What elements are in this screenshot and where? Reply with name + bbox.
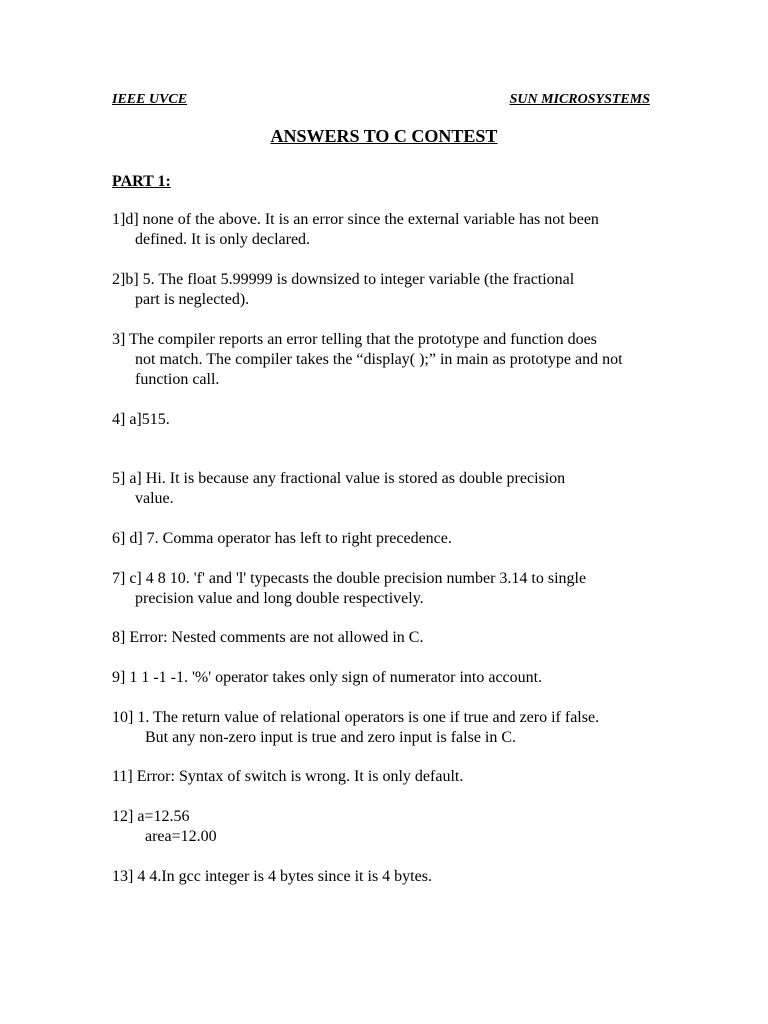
answer-continuation: defined. It is only declared.: [135, 231, 311, 248]
answer-continuation: part is neglected).: [135, 291, 250, 308]
answer-continuation: But any non-zero input is true and zero input is false in C.: [145, 729, 517, 746]
answer-item: [112, 569, 657, 609]
answer-item: [112, 867, 657, 887]
answer-text: 12] a=12.56: [112, 808, 190, 825]
answer-continuation: area=12.00: [145, 828, 217, 845]
answer-text: 13] 4 4.In gcc integer is 4 bytes since it is 4 bytes.: [112, 868, 432, 885]
answer-item: [112, 469, 657, 509]
answer-continuation: precision value and long double respectively.: [135, 590, 424, 607]
answer-text: 1]d] none of the above. It is an error since the external variable has not been: [112, 211, 599, 228]
answer-text: 11] Error: Syntax of switch is wrong. It is only default.: [112, 768, 464, 785]
answer-text: 4] a]515.: [112, 411, 170, 428]
answer-item: [112, 668, 657, 688]
answer-text: 7] c] 4 8 10. 'f' and 'l' typecasts the double precision number 3.14 to single: [112, 570, 587, 587]
answer-continuation: value.: [135, 490, 174, 507]
answer-item: [112, 210, 657, 250]
answer-text: 5] a] Hi. It is because any fractional value is stored as double precision: [112, 470, 566, 487]
document-title: ANSWERS TO C CONTEST: [270, 126, 498, 146]
answer-item: [112, 628, 657, 648]
answer-text: 3] The compiler reports an error telling that the prototype and function does: [112, 331, 597, 348]
header-left: IEEE UVCE: [112, 92, 188, 107]
answer-text: 9] 1 1 -1 -1. '%' operator takes only sign of numerator into account.: [112, 669, 543, 686]
answer-item: [112, 410, 657, 430]
answer-item: [112, 270, 657, 310]
answer-text: 6] d] 7. Comma operator has left to right precedence.: [112, 530, 452, 547]
part-heading: PART 1:: [112, 173, 171, 190]
answer-text: 10] 1. The return value of relational operators is one if true and zero if false.: [112, 709, 600, 726]
answer-continuation: not match. The compiler takes the “display( );” in main as prototype and not function call.: [135, 351, 623, 388]
answer-text: 8] Error: Nested comments are not allowed in C.: [112, 629, 424, 646]
answer-item: [112, 767, 657, 787]
answer-text: 2]b] 5. The float 5.99999 is downsized to integer variable (the fractional: [112, 271, 575, 288]
answer-item: [112, 807, 657, 847]
answer-item: [112, 529, 657, 549]
answer-item: [112, 708, 657, 748]
header-right: SUN MICROSYSTEMS: [509, 92, 650, 107]
answer-item: [112, 330, 657, 390]
